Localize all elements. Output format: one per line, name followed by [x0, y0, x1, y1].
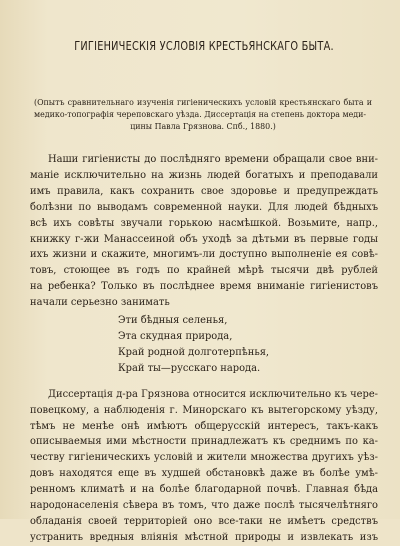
article-title: ГИГІЕНИЧЕСКІЯ УСЛОВІЯ КРЕСТЬЯНСКАГО БЫТА. [74, 38, 334, 53]
text-line: товъ, стоющее въ годъ по крайней мѣрѣ тысячи двѣ рублей [30, 265, 378, 277]
text-line: книжку г-жи Манассеиной объ уходѣ за дѣтьми въ первые годы [30, 233, 378, 245]
text-line: болѣзни по выводамъ современной науки. Для людей бѣдныхъ [30, 201, 378, 213]
source-line: цины Павла Грязнова. Спб., 1880.) [130, 122, 276, 131]
source-line: (Опытъ сравнительнаго изученія гигіеническихъ условій крестьянскаго быта и [34, 98, 372, 107]
text-line: Наши гигіенисты до послѣдняго времени обращали свое вни- [48, 154, 378, 165]
source-citation [34, 97, 372, 133]
text-line: тѣмъ не менѣе онѣ имѣютъ общерусскій интересъ, такъ-какъ [30, 420, 378, 432]
text-line: маніе исключительно на жизнь людей богатыхъ и преподавали [30, 169, 378, 181]
poem-line: Эта скудная природа, [118, 330, 233, 342]
poem-quote [118, 313, 378, 377]
text-line: описываемыя ими мѣстности принадлежатъ къ среднимъ по ка- [30, 436, 378, 448]
text-line: имъ правила, какъ сохранить свое здоровье и предупреждать [30, 185, 378, 197]
text-line: всѣ ихъ совѣты звучали горькою насмѣшкой. Возьмите, напр., [30, 217, 378, 229]
paragraph-2 [30, 387, 378, 546]
text-line: на ребенка? Только въ послѣднее время вниманіе гигіенистовъ [30, 281, 378, 293]
text-line: начали серьезно занимать [30, 297, 170, 309]
paragraph-gap [30, 379, 378, 387]
text-line: обладанія своей территоріей оно все-таки не имѣетъ средствъ [30, 515, 378, 527]
poem-line: Эти бѣдныя селенья, [118, 315, 228, 327]
poem-line: Край ты—русскаго народа. [118, 362, 261, 374]
text-line: народонаселенія сѣвера въ томъ, что даже послѣ тысячелѣтняго [30, 500, 378, 512]
text-line: Диссертація д-ра Грязнова относится исключительно къ чере- [48, 388, 378, 400]
text-line: довъ находятся еще въ худшей обстановкѣ даже въ болѣе умѣ- [30, 468, 378, 480]
paragraph-1 [30, 152, 378, 311]
poem-line: Край родной долготерпѣнья, [118, 346, 270, 358]
text-line: честву гигіеническихъ условій и жители множества другихъ уѣз- [30, 452, 378, 464]
source-line: медико-топографія череповскаго уѣзда. Диссертація на степень доктора меди- [34, 110, 367, 119]
text-line: ихъ жизни и скажите, многимъ-ли доступно выполненіе ея совѣ- [30, 249, 378, 261]
text-line: ренномъ климатѣ и на болѣе благодарной почвѣ. Главная бѣда [30, 484, 378, 496]
text-line: повецкому, а наблюденія г. Минорскаго къ вытегорскому уѣзду, [30, 404, 378, 416]
text-line: устранить вредныя вліянія мѣстной природы и извлекать изъ [30, 531, 378, 543]
